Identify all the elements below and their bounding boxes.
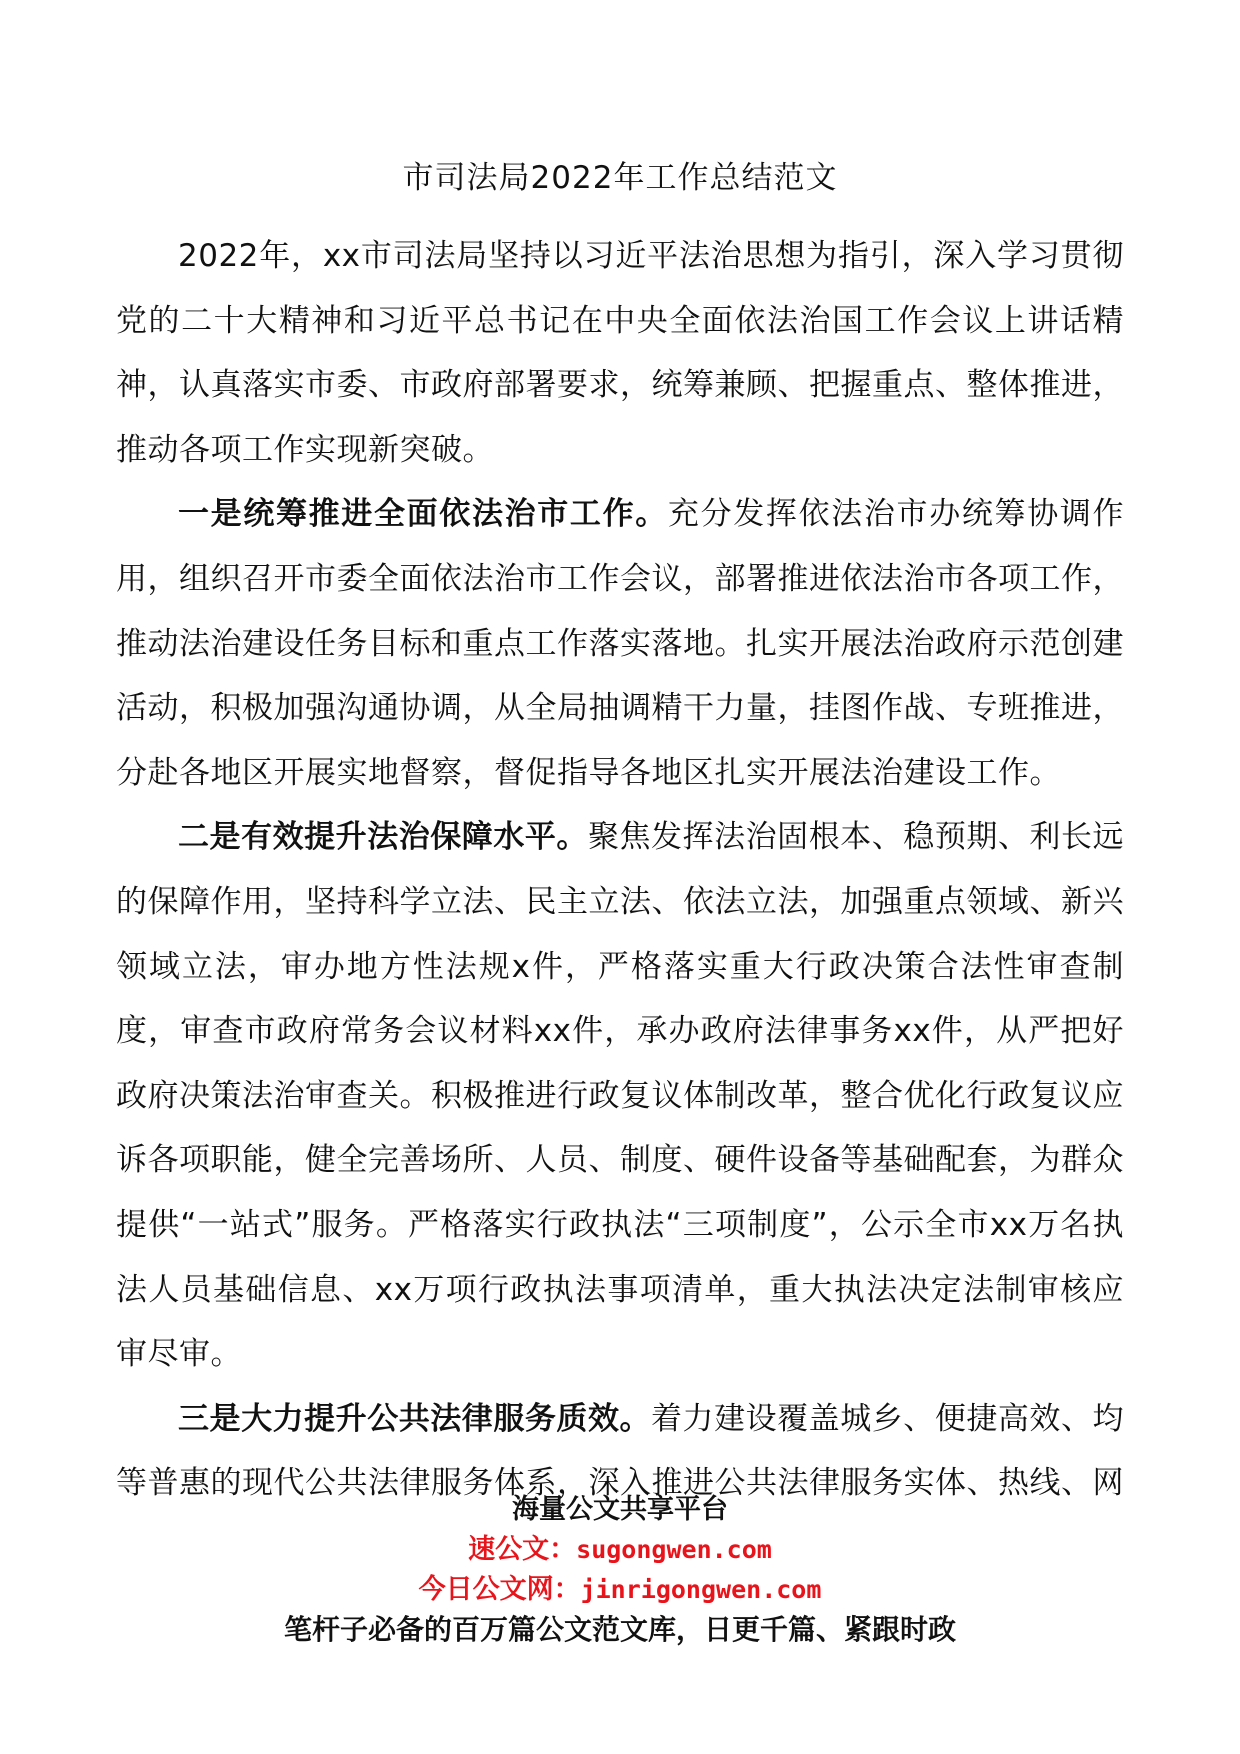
paragraph-text: 聚焦发挥法治固根本、稳预期、利长远的保障作用，坚持科学立法、民主立法、依法立法，加强重点领域、新兴领域立法，审办地方性法规x件，严格落实重大行政决策合法性审查制度，审查市政府常务会议材料xx件，承办政府法律事务xx件，从严把好政府决策法治审查关。积极推进行政复议体制改革，整合优化行政复议应诉各项职能，健全完善场所、人员、制度、硬件设备等基础配套，为群众提供“一站式”服务。严格落实行政执法“三项制度”，公示全市xx万名执法人员基础信息、xx万项行政执法事项清单，重大执法决定法制审核应审尽审。 xyxy=(116,819,1125,1373)
footer-site-2-label: 今日公文网： xyxy=(418,1574,581,1605)
paragraph-intro xyxy=(116,224,1124,482)
footer-site-2 xyxy=(0,1570,1240,1610)
paragraph-section-1 xyxy=(116,482,1124,805)
page-title: 市司法局2022年工作总结范文 xyxy=(402,160,838,196)
paragraph-lead: 二是有效提升法治保障水平。 xyxy=(178,819,588,856)
footer-slogan: 笔杆子必备的百万篇公文范文库，日更千篇、紧跟时政 xyxy=(283,1613,956,1646)
paragraph-lead: 一是统筹推进全面依法治市工作。 xyxy=(178,496,668,533)
footer-site-1 xyxy=(0,1530,1240,1570)
footer-watermark xyxy=(0,1490,1240,1650)
paragraph-text: 2022年，xx市司法局坚持以习近平法治思想为指引，深入学习贯彻党的二十大精神和习近平总书记在中央全面依法治国工作会议上讲话精神，认真落实市委、市政府部署要求，统筹兼顾、把握重点、整体推进，推动各项工作实现新突破。 xyxy=(116,238,1124,468)
footer-site-2-url[interactable]: jinrigongwen.com xyxy=(580,1575,822,1604)
paragraph-text: 充分发挥依法治市办统筹协调作用，组织召开市委全面依法治市工作会议，部署推进依法治市各项工作，推动法治建设任务目标和重点工作落实落地。扎实开展法治政府示范创建活动，积极加强沟通协调，从全局抽调精干力量，挂图作战、专班推进，分赴各地区开展实地督察，督促指导各地区扎实开展法治建设工作。 xyxy=(116,496,1125,791)
footer-platform: 海量公文共享平台 xyxy=(512,1494,728,1525)
paragraph-text: 着力建设覆盖城乡、便捷高效、均等普惠的现代公共法律服务体系，深入推进公共法律服务实体、热线、网 xyxy=(116,1400,1124,1502)
paragraph-section-2 xyxy=(116,805,1124,1386)
footer-site-1-label: 速公文： xyxy=(468,1534,577,1565)
paragraph-lead: 三是大力提升公共法律服务质效。 xyxy=(178,1400,652,1437)
footer-site-1-url[interactable]: sugongwen.com xyxy=(576,1535,772,1564)
document-body xyxy=(116,224,1124,1516)
